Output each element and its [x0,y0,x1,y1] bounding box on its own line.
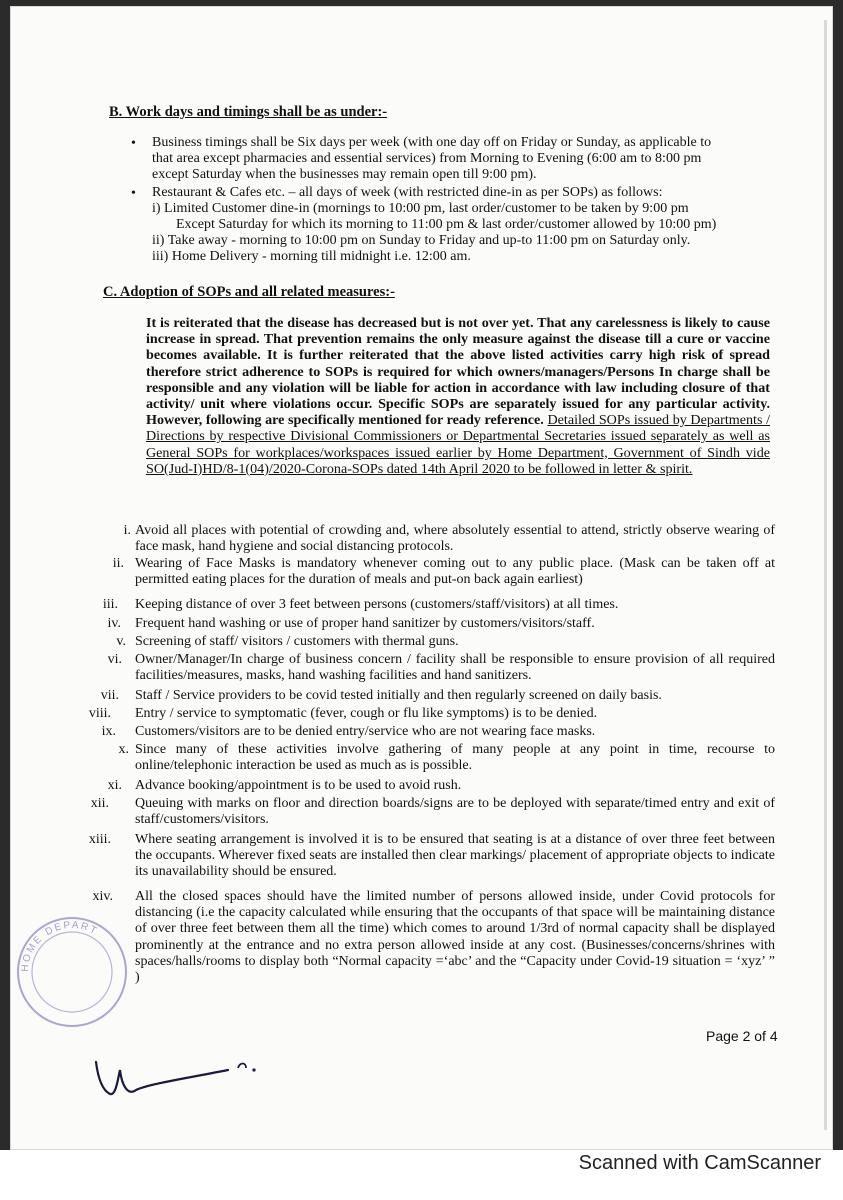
bullet-icon: • [131,136,136,151]
list-item-text: Where seating arrangement is involved it is to be ensured that seating is at a distance of over three feet between the occupants. Wherever fixed seats are installed then clear markings/ placement of appropriate objects to indicate its unavailability should be ensured. [135,832,775,880]
line: i) Limited Customer dine-in (mornings to 10:00 pm, last order/customer to be taken by 9:00 pm [152,201,689,216]
sop-paragraph [146,315,770,477]
list-item-text: Entry / service to symptomatic (fever, cough or flu like symptoms) is to be denied. [135,706,598,721]
list-item-number: viii. [88,706,111,721]
list-item-text: Advance booking/appointment is to be used to avoid rush. [135,778,462,793]
list-item-number: iv. [107,616,121,631]
line: Except Saturday for which its morning to 11:00 pm & last order/customer allowed by 10:00 pm) [176,217,717,232]
list-item-number: i. [123,523,131,538]
list-item-number: iii. [102,597,118,612]
list-item-number: xiv. [92,889,113,904]
list-item-text: Queuing with marks on floor and direction boards/signs are to be deployed with separate/timed entry and exit of staff/customers/visitors. [135,796,775,828]
section-b-heading: B. Work days and timings shall be as under:- [109,104,388,120]
section-c-heading: C. Adoption of SOPs and all related measures:- [103,284,395,300]
line: Restaurant & Cafes etc. – all days of week (with restricted dine-in as per SOPs) as follows: [152,185,663,200]
list-item-number: vi. [107,652,122,667]
list-item-text: All the closed spaces should have the limited number of persons allowed inside, under Covid protocols for distancing (i.e the capacity calculated while ensuring that the occupants of that space will be maintaining distance of over three feet between them all the time) which comes to around 1/3rd of normal capacity shall be displayed prominently at the entrance and no extra person allowed inside at any cost. (Businesses/concerns/shrines with spaces/halls/rooms to display both “Normal capacity =‘abc’ and the “Capacity under Covid-19 situation = ‘xyz’ ” ) [135,889,775,986]
line: except Saturday when the businesses may remain open till 9:00 pm). [152,167,537,182]
list-item-number: ix. [101,724,116,739]
restaurant-timings [152,185,772,265]
list-item-text: Keeping distance of over 3 feet between persons (customers/staff/visitors) at all times. [135,597,619,612]
line: Business timings shall be Six days per week (with one day off on Friday or Sunday, as applicable to [152,135,712,150]
line: that area except pharmacies and essential services) from Morning to Evening (6:00 am to 8:00 pm [152,151,702,166]
list-item-number: xii. [90,796,109,811]
camscanner-watermark: Scanned with CamScanner [578,1152,821,1174]
page-number: Page 2 of 4 [706,1028,778,1044]
page-edge [824,20,827,1130]
list-item-text: Owner/Manager/In charge of business concern / facility shall be responsible to ensure provision of all required facilities/measures, masks, hand washing facilities and hand sanitizers. [135,652,775,684]
bullet-icon: • [131,186,136,201]
business-timings [152,135,772,183]
list-item-number: xiii. [88,832,111,847]
signature [88,1048,278,1108]
list-item-number: v. [116,634,126,649]
list-item-number: ii. [112,556,124,571]
list-item-text: Avoid all places with potential of crowding and, where absolutely essential to attend, strictly observe wearing of face mask, hand hygiene and social distancing protocols. [135,523,775,555]
official-stamp [10,910,140,1040]
line: ii) Take away - morning to 10:00 pm on Sunday to Friday and up-to 11:00 pm on Saturday only. [152,233,691,248]
svg-text:HOME DEPART [20,920,100,973]
list-item-text: Screening of staff/ visitors / customers with thermal guns. [135,634,459,649]
list-item-text: Since many of these activities involve gathering of many people at any point in time, recourse to online/telephonic interaction be used as much as is possible. [135,742,775,774]
list-item-text: Customers/visitors are to be denied entry/service who are not wearing face masks. [135,724,596,739]
list-item-text: Frequent hand washing or use of proper hand sanitizer by customers/visitors/staff. [135,616,595,631]
list-item-text: Wearing of Face Masks is mandatory whenever coming out to any public place. (Mask can be taken off at permitted eating places for the duration of meals and put-on back again earliest) [135,556,775,588]
stamp-text: HOME DEPART [19,919,100,973]
list-item-number: vii. [100,688,119,703]
list-item-text: Staff / Service providers to be covid tested initially and then regularly screened on daily basis. [135,688,662,703]
list-item-number: xi. [107,778,122,793]
line: iii) Home Delivery - morning till midnight i.e. 12:00 am. [152,249,471,264]
paragraph-underlined: Detailed SOPs issued by Departments / Directions by respective Divisional Commissioners or Departmental Secretaries issued separately as well as General SOPs for workplaces/workspaces issued earlier by Home Department, Government of Sindh vide SO(Jud-I)HD/8-1(04)/2020-Corona-SOPs dated 14th April 2020 to be followed in letter & spirit. [146,412,770,477]
paragraph-bold: It is reiterated that the disease has decreased but is not over yet. That any carelessness is likely to cause increase in spread. That prevention remains the only measure against the disease till a cure or vaccine becomes available. It is further reiterated that the above listed activities carry high risk of spread therefore strict adherence to SOPs is required for which owners/managers/Persons In charge shall be responsible and any violation will be liable for action in accordance with law including closure of that activity/ unit where violations occur. Specific SOPs are separately issued for any particular activity. However, following are specifically mentioned for ready reference. [146,315,770,429]
list-item-number: x. [118,742,129,757]
